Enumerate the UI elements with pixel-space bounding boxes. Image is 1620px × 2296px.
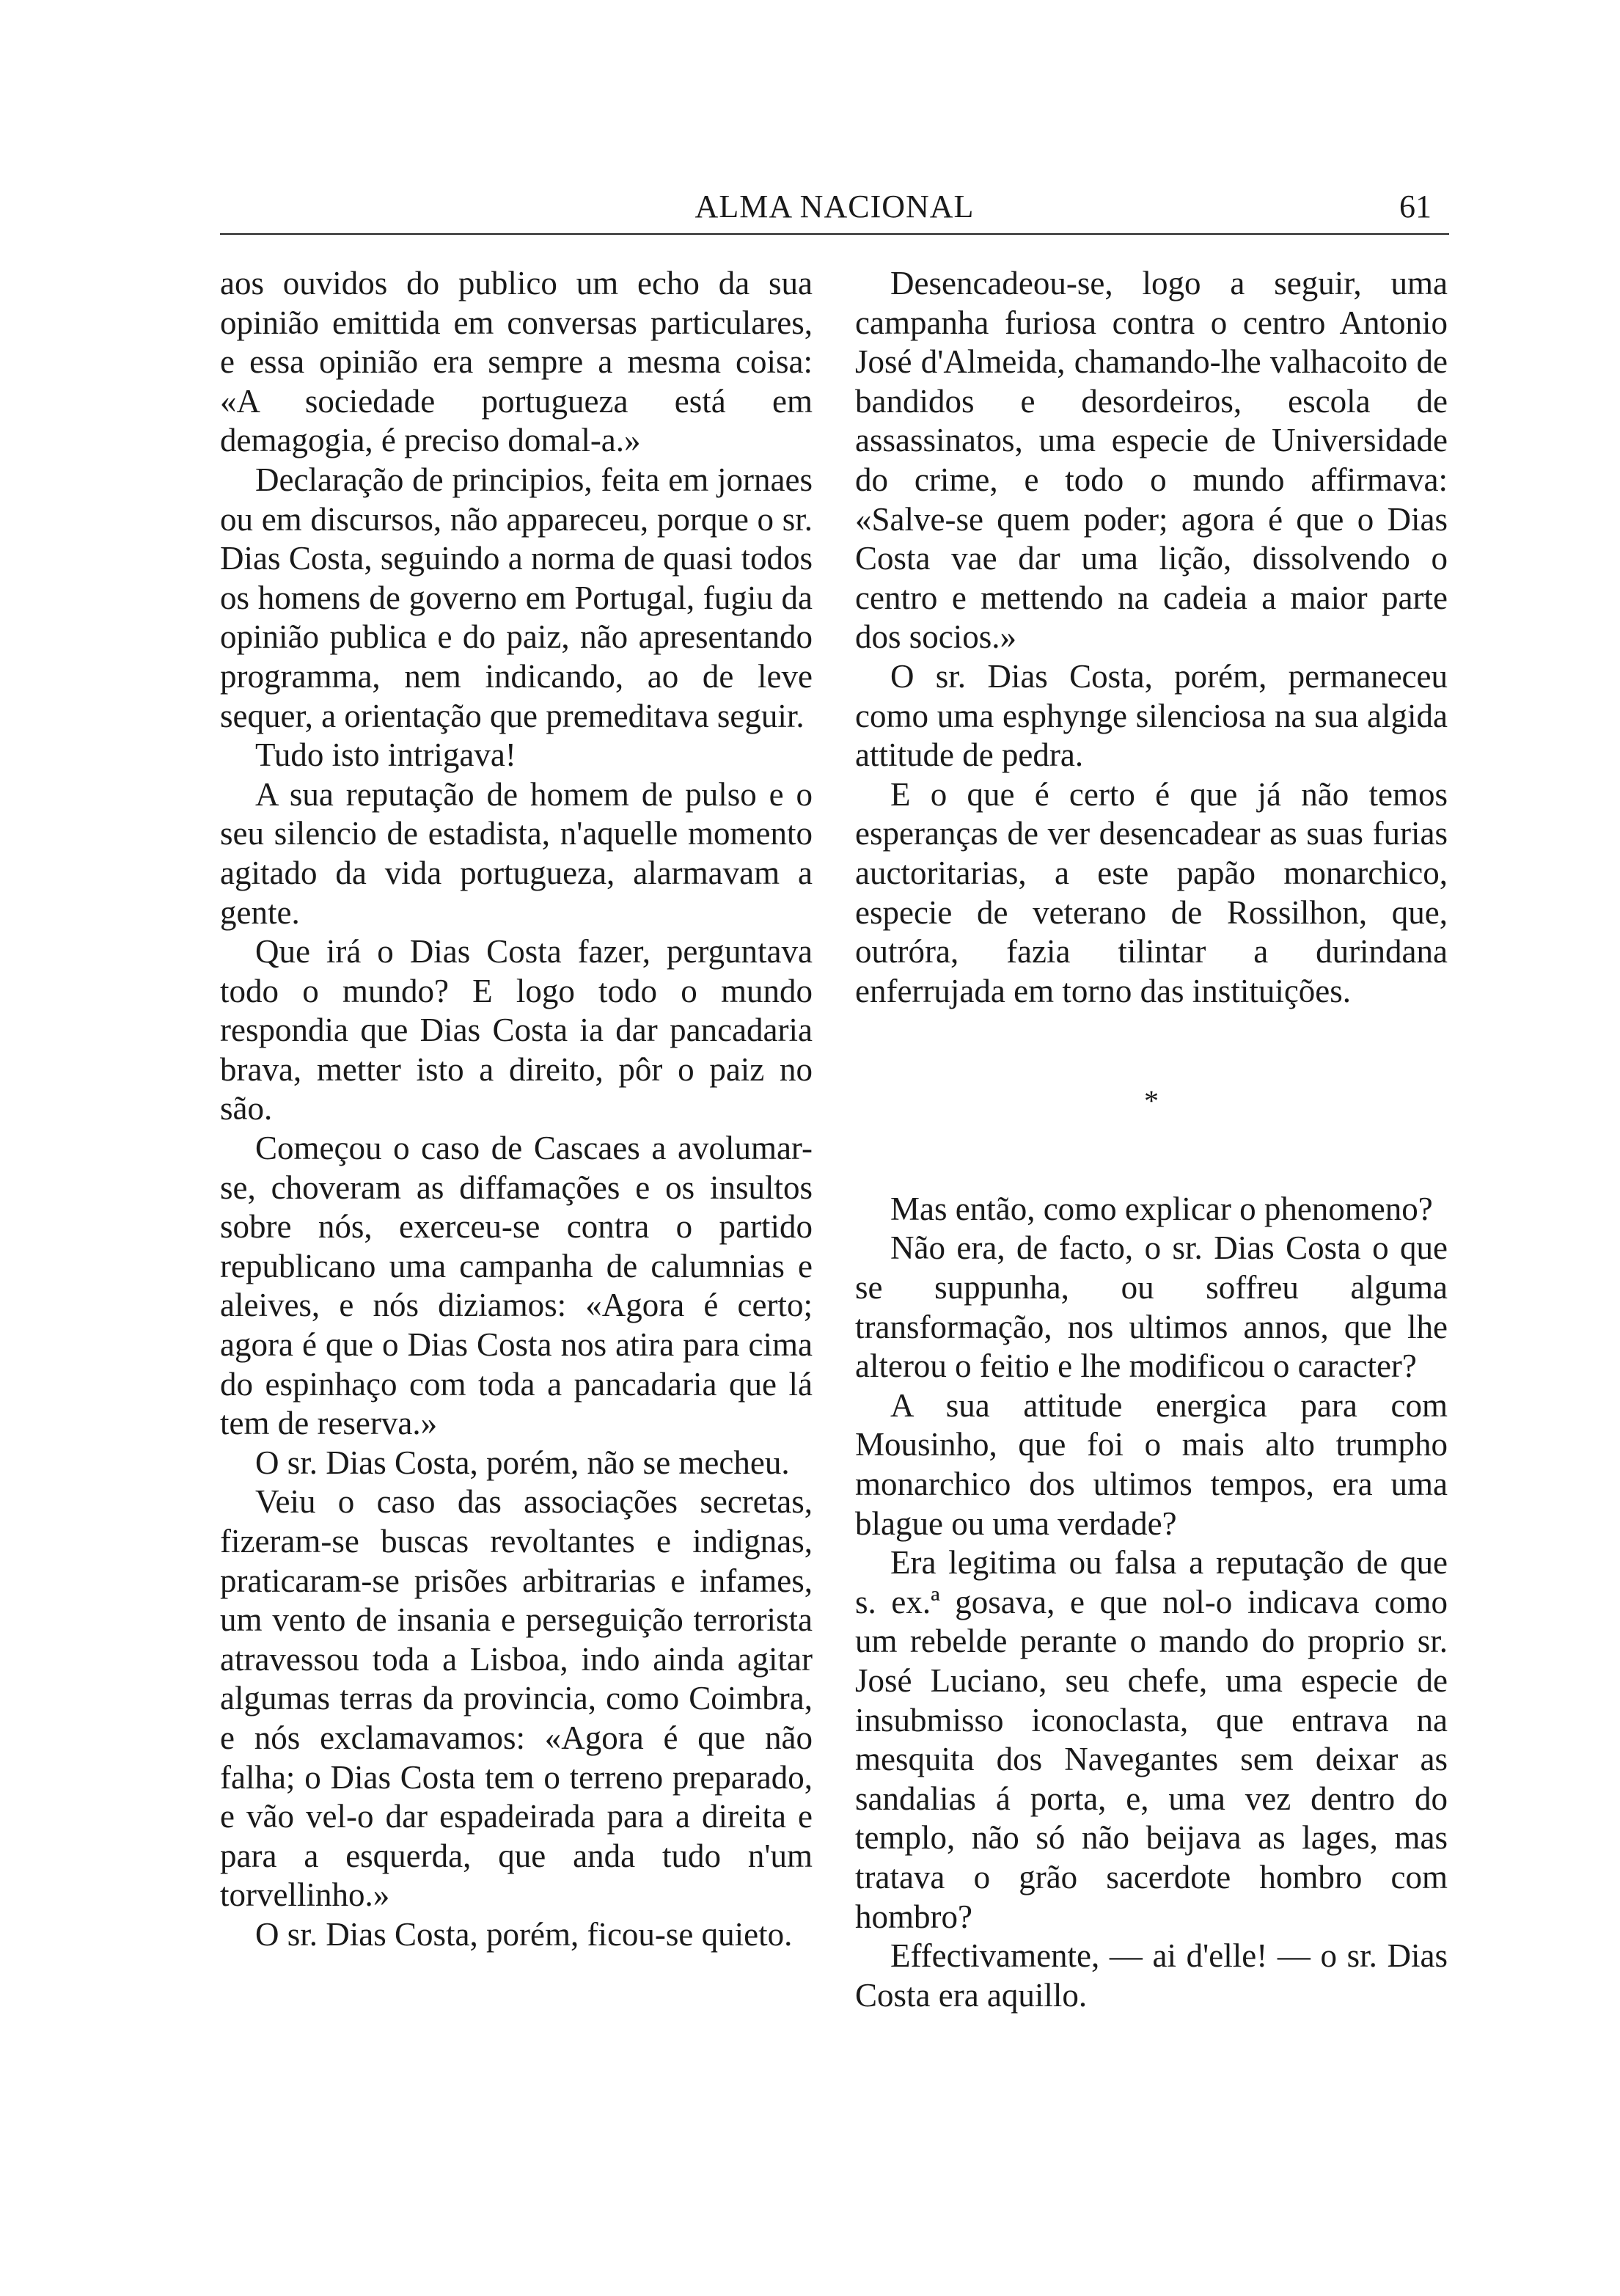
section-break-asterisk: * bbox=[1144, 1084, 1159, 1118]
paragraph: Desencadeou-se, logo a seguir, uma campanha furiosa contra o centro Antonio José d'Almeida, chamando-lhe valhacoito de bandidos e desordeiros, escola de assassinatos, uma especie de Universidade do crime, e todo o mundo affirmava: «Salve-se quem poder; agora é que o Dias Costa vae dar uma lição, dissolvendo o centro e mettendo na cadeia a maior parte dos socios.» bbox=[855, 265, 1448, 656]
left-column bbox=[220, 264, 813, 1955]
paragraph: Tudo isto intrigava! bbox=[255, 736, 516, 774]
running-title: ALMA NACIONAL bbox=[694, 189, 975, 224]
paragraph: Declaração de principios, feita em jornaes ou em discursos, não appareceu, porque o sr. Dias Costa, seguindo a norma de quasi todos os homens de governo em Portugal, fugiu da opinião publica e do paiz, não apresentando programma, nem indicando, ao de leve sequer, a orientação que premeditava seguir. bbox=[220, 461, 813, 734]
paragraph: Que irá o Dias Costa fazer, perguntava todo o mundo? E logo todo o mundo respondia que Dias Costa ia dar pancadaria brava, metter isto a direito, pôr o paiz no são. bbox=[220, 933, 813, 1127]
paragraph: O sr. Dias Costa, porém, não se mecheu. bbox=[255, 1444, 790, 1481]
paragraph: O sr. Dias Costa, porém, ficou-se quieto. bbox=[255, 1915, 793, 1953]
paragraph: A sua attitude energica para com Mousinho, que foi o mais alto trumpho monarchico dos ultimos tempos, era uma blague ou uma verdade? bbox=[855, 1386, 1448, 1542]
right-column bbox=[855, 264, 1448, 2015]
header-rule bbox=[220, 233, 1449, 235]
paragraph: Effectivamente, — ai d'elle! — o sr. Dias Costa era aquillo. bbox=[855, 1937, 1448, 2014]
paragraph: O sr. Dias Costa, porém, permaneceu como uma esphynge silenciosa na sua algida attitude de pedra. bbox=[855, 657, 1448, 774]
page-number: 61 bbox=[1399, 189, 1432, 224]
paragraph: E o que é certo é que já não temos esperanças de ver desencadear as suas furias auctoritarias, a este papão monarchico, especie de veterano de Rossilhon, que, outróra, fazia tilintar a durindana enferrujada em torno das instituições. bbox=[855, 775, 1448, 1009]
paragraph: A sua reputação de homem de pulso e o seu silencio de estadista, n'aquelle momento agitado da vida portugueza, alarmavam a gente. bbox=[220, 775, 813, 931]
paragraph: Mas então, como explicar o phenomeno? bbox=[890, 1190, 1433, 1227]
paragraph: Começou o caso de Cascaes a avolumar-se, choveram as diffamações e os insultos sobre nós, exerceu-se contra o partido republicano uma campanha de calumnias e aleives, e nós diziamos: «Agora é certo; agora é que o Dias Costa nos atira para cima do espinhaço com toda a pancadaria que lá tem de reserva.» bbox=[220, 1130, 813, 1442]
page-header bbox=[220, 185, 1449, 236]
paragraph: Não era, de facto, o sr. Dias Costa o que se suppunha, ou soffreu alguma transformação, nos ultimos annos, que lhe alterou o feitio e lhe modificou o caracter? bbox=[855, 1229, 1448, 1385]
paragraph: aos ouvidos do publico um echo da sua opinião emittida em conversas particulares, e essa opinião era sempre a mesma coisa: «A sociedade portugueza está em demagogia, é preciso domal-a.» bbox=[220, 265, 813, 459]
paragraph: Era legitima ou falsa a reputação de que s. ex.ª gosava, e que nol-o indicava como um rebelde perante o mando do proprio sr. José Luciano, seu chefe, uma especie de insubmisso iconoclasta, que entrava na mesquita dos Navegantes sem deixar as sandalias á porta, e, uma vez dentro do templo, não só não beijava as lages, mas tratava o grão sacerdote hombro com hombro? bbox=[855, 1544, 1448, 1935]
paragraph: Veiu o caso das associações secretas, fizeram-se buscas revoltantes e indignas, praticaram-se prisões arbitrarias e infames, um vento de insania e perseguição terrorista atravessou toda a Lisboa, indo ainda agitar algumas terras da provincia, como Coimbra, e nós exclamavamos: «Agora é que não falha; o Dias Costa tem o terreno preparado, e vão vel-o dar espadeirada para a direita e para a esquerda, que anda tudo n'um torvellinho.» bbox=[220, 1483, 813, 1914]
